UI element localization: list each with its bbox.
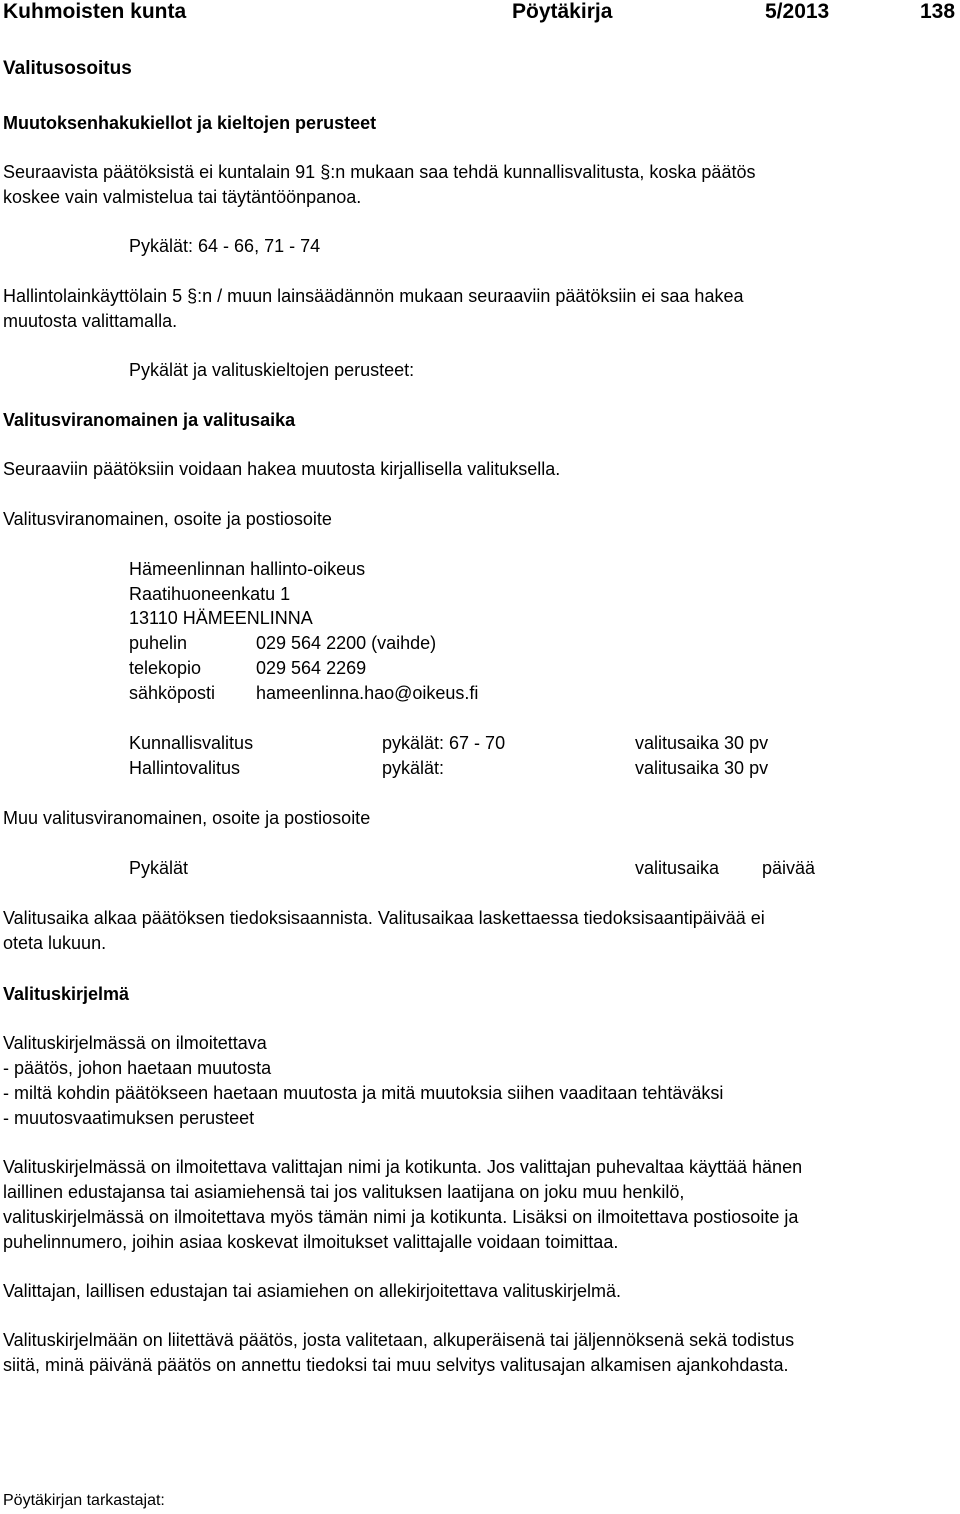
issue-number: 5/2013 (765, 0, 830, 23)
list-item: - päätös, johon haetaan muutosta (3, 1058, 272, 1078)
paragraph-line: Seuraavista päätöksistä ei kuntalain 91 §:n mukaan saa tehdä kunnallisvalitusta, koska päätös (3, 162, 756, 182)
contact-value: 029 564 2269 (256, 658, 367, 678)
paragraph-line: Seuraaviin päätöksiin voidaan hakea muutosta kirjallisella valituksella. (3, 459, 561, 479)
paragraph-line: oteta lukuun. (3, 933, 107, 953)
document-type: Pöytäkirja (512, 0, 613, 23)
pykalat-perusteet-label: Pykälät ja valituskieltojen perusteet: (129, 360, 415, 380)
paragraph-line: Valituskirjelmässä on ilmoitettava valittajan nimi ja kotikunta. Jos valittajan puhevaltaa käyttää hänen (3, 1157, 803, 1177)
list-item: - miltä kohdin päätökseen haetaan muutosta ja mitä muutoksia siihen vaaditaan tehtäväksi (3, 1083, 724, 1103)
address-city: 13110 HÄMEENLINNA (129, 608, 313, 628)
paragraph-line: Valitusaika alkaa päätöksen tiedoksisaannista. Valitusaikaa laskettaessa tiedoksisaantipäivää ei (3, 908, 765, 928)
page-number: 138 (920, 0, 956, 23)
appeal-time: valitusaika 30 pv (635, 733, 769, 753)
address-name: Hämeenlinnan hallinto-oikeus (129, 559, 366, 579)
other-authority-label: Muu valitusviranomainen, osoite ja postiosoite (3, 808, 371, 828)
paragraph-line: koskee vain valmistelua tai täytäntöönpanoa. (3, 187, 362, 207)
other-time: valitusaika (635, 858, 720, 878)
address-street: Raatihuoneenkatu 1 (129, 584, 291, 604)
contact-label: telekopio (129, 658, 202, 678)
paragraph-line: laillinen edustajansa tai asiamiehensä tai jos valituksen laatijana on joku muu henkilö, (3, 1182, 685, 1202)
authority-label: Valitusviranomainen, osoite ja postiosoite (3, 509, 332, 529)
footer-reviewers-label: Pöytäkirjan tarkastajat: (3, 1492, 165, 1509)
paragraph-line: Valittajan, laillisen edustajan tai asiamiehen on allekirjoitettava valituskirjelmä. (3, 1281, 621, 1301)
other-pykalat: Pykälät (129, 858, 189, 878)
list-intro: Valituskirjelmässä on ilmoitettava (3, 1033, 267, 1053)
contact-email: hameenlinna.hao@oikeus.fi (256, 683, 479, 703)
section-heading-authority: Valitusviranomainen ja valitusaika (3, 410, 296, 430)
other-days: päivää (762, 858, 816, 878)
municipality-name: Kuhmoisten kunta (3, 0, 187, 23)
appeal-pykalat: pykälät: 67 - 70 (382, 733, 506, 753)
appeal-time: valitusaika 30 pv (635, 758, 769, 778)
list-item: - muutosvaatimuksen perusteet (3, 1108, 255, 1128)
pykalat-list: Pykälät: 64 - 66, 71 - 74 (129, 236, 321, 256)
paragraph-line: muutosta valittamalla. (3, 311, 178, 331)
paragraph-line: puhelinnumero, joihin asiaa koskevat ilmoitukset valittajalle voidaan toimittaa. (3, 1232, 619, 1252)
section-heading-appeal-letter: Valituskirjelmä (3, 984, 130, 1004)
paragraph-line: Valituskirjelmään on liitettävä päätös, josta valitetaan, alkuperäisenä tai jäljennöksenä sekä todistus (3, 1330, 795, 1350)
page-title: Valitusosoitus (3, 58, 132, 79)
appeal-type: Hallintovalitus (129, 758, 241, 778)
contact-value: 029 564 2200 (vaihde) (256, 633, 437, 653)
contact-label: sähköposti (129, 683, 216, 703)
paragraph-line: siitä, minä päivänä päätös on annettu tiedoksi tai muu selvitys valitusajan alkamisen ajankohdasta. (3, 1355, 789, 1375)
appeal-pykalat: pykälät: (382, 758, 445, 778)
section-heading-prohibitions: Muutoksenhakukiellot ja kieltojen perusteet (3, 113, 377, 133)
paragraph-line: valituskirjelmässä on ilmoitettava myös tämän nimi ja kotikunta. Lisäksi on ilmoitettava postiosoite ja (3, 1207, 799, 1227)
appeal-type: Kunnallisvalitus (129, 733, 254, 753)
contact-label: puhelin (129, 633, 188, 653)
paragraph-line: Hallintolainkäyttölain 5 §:n / muun lainsäädännön mukaan seuraaviin päätöksiin ei saa hakea (3, 286, 744, 306)
